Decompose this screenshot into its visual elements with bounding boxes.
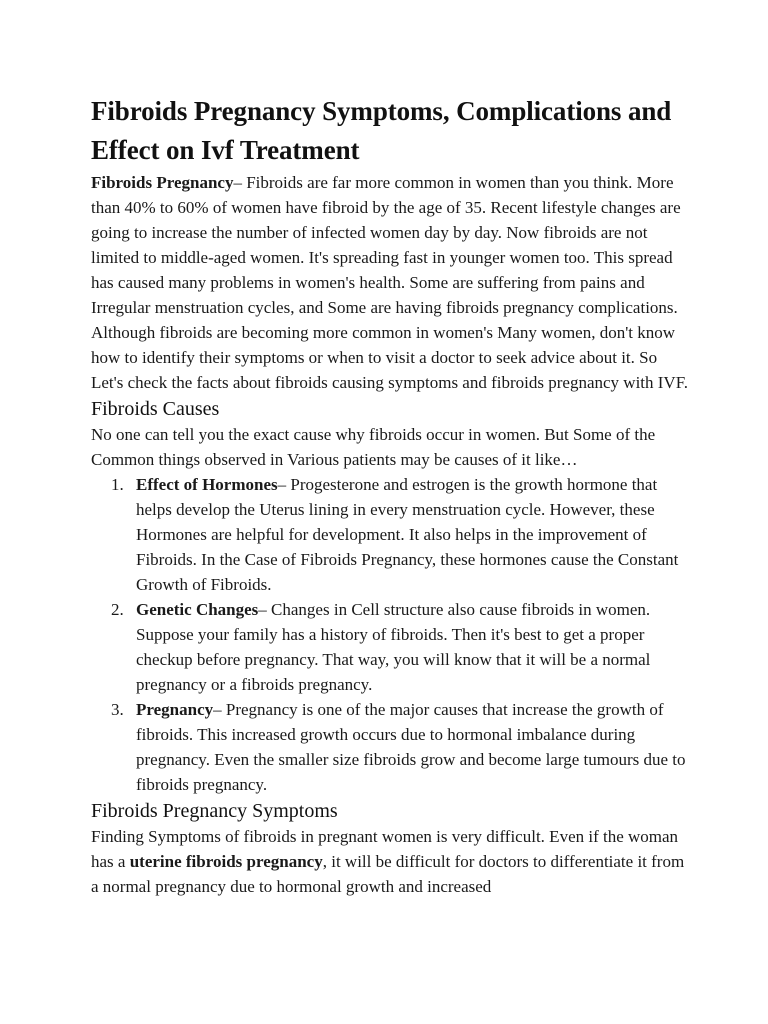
symptoms-paragraph — [91, 824, 691, 899]
list-number: 2. — [111, 600, 124, 619]
list-item-text: – Changes in Cell structure also cause fibroids in women. Suppose your family has a history of fibroids. Then it's best to get a proper checkup before pregnancy. That way, you will know that it will be a normal pregnancy or a fibroids pregnancy. — [136, 600, 651, 694]
list-item-text: – Progesterone and estrogen is the growth hormone that helps develop the Uterus lining in every menstruation cycle. However, these Hormones are helpful for development. It also helps in the improvement of Fibroids. In the Case of Fibroids Pregnancy, these hormones cause the Constant Growth of Fibroids. — [136, 475, 679, 594]
list-item-lead: Pregnancy — [136, 700, 214, 719]
causes-list — [91, 472, 691, 797]
list-number: 1. — [111, 475, 124, 494]
list-item — [111, 472, 691, 597]
symptoms-heading: Fibroids Pregnancy Symptoms — [91, 800, 338, 822]
symptoms-bold-term: uterine fibroids pregnancy — [129, 852, 323, 871]
list-number: 3. — [111, 700, 124, 719]
symptoms-text-before: Finding Symptoms of fibroids in pregnant women is very difficult. Even if the woman has a — [91, 827, 679, 871]
intro-paragraph — [91, 170, 691, 395]
list-item — [111, 597, 691, 697]
list-item-lead: Effect of Hormones — [136, 475, 278, 494]
list-item-text: – Pregnancy is one of the major causes that increase the growth of fibroids. This increased growth occurs due to hormonal imbalance during pregnancy. Even the smaller size fibroids grow and become large tumours due to fibroids pregnancy. — [136, 700, 686, 794]
intro-text: – Fibroids are far more common in women than you think. More than 40% to 60% of women have fibroid by the age of 35. Recent lifestyle changes are going to increase the number of infected women day by day. Now fibroids are not limited to middle-aged women. It's spreading fast in younger women too. This spread has caused many problems in women's health. Some are suffering from pains and Irregular menstruation cycles, and Some are having fibroids pregnancy complications. Although fibroids are becoming more common in women's Many women, don't know how to identify their symptoms or when to visit a doctor to seek advice about it. So Let's check the facts about fibroids causing symptoms and fibroids pregnancy with IVF. — [91, 173, 689, 392]
document-page — [91, 92, 691, 899]
causes-paragraph: No one can tell you the exact cause why fibroids occur in women. But Some of the Common things observed in Various patients may be causes of it like… — [91, 425, 656, 469]
symptoms-text-after: , it will be difficult for doctors to differentiate it from a normal pregnancy due to hormonal growth and increased — [91, 852, 685, 896]
list-item — [111, 697, 691, 797]
page-title: Fibroids Pregnancy Symptoms, Complications and Effect on Ivf Treatment — [91, 96, 672, 165]
list-item-lead: Genetic Changes — [136, 600, 259, 619]
causes-heading: Fibroids Causes — [91, 398, 220, 420]
intro-lead: Fibroids Pregnancy — [91, 173, 234, 192]
